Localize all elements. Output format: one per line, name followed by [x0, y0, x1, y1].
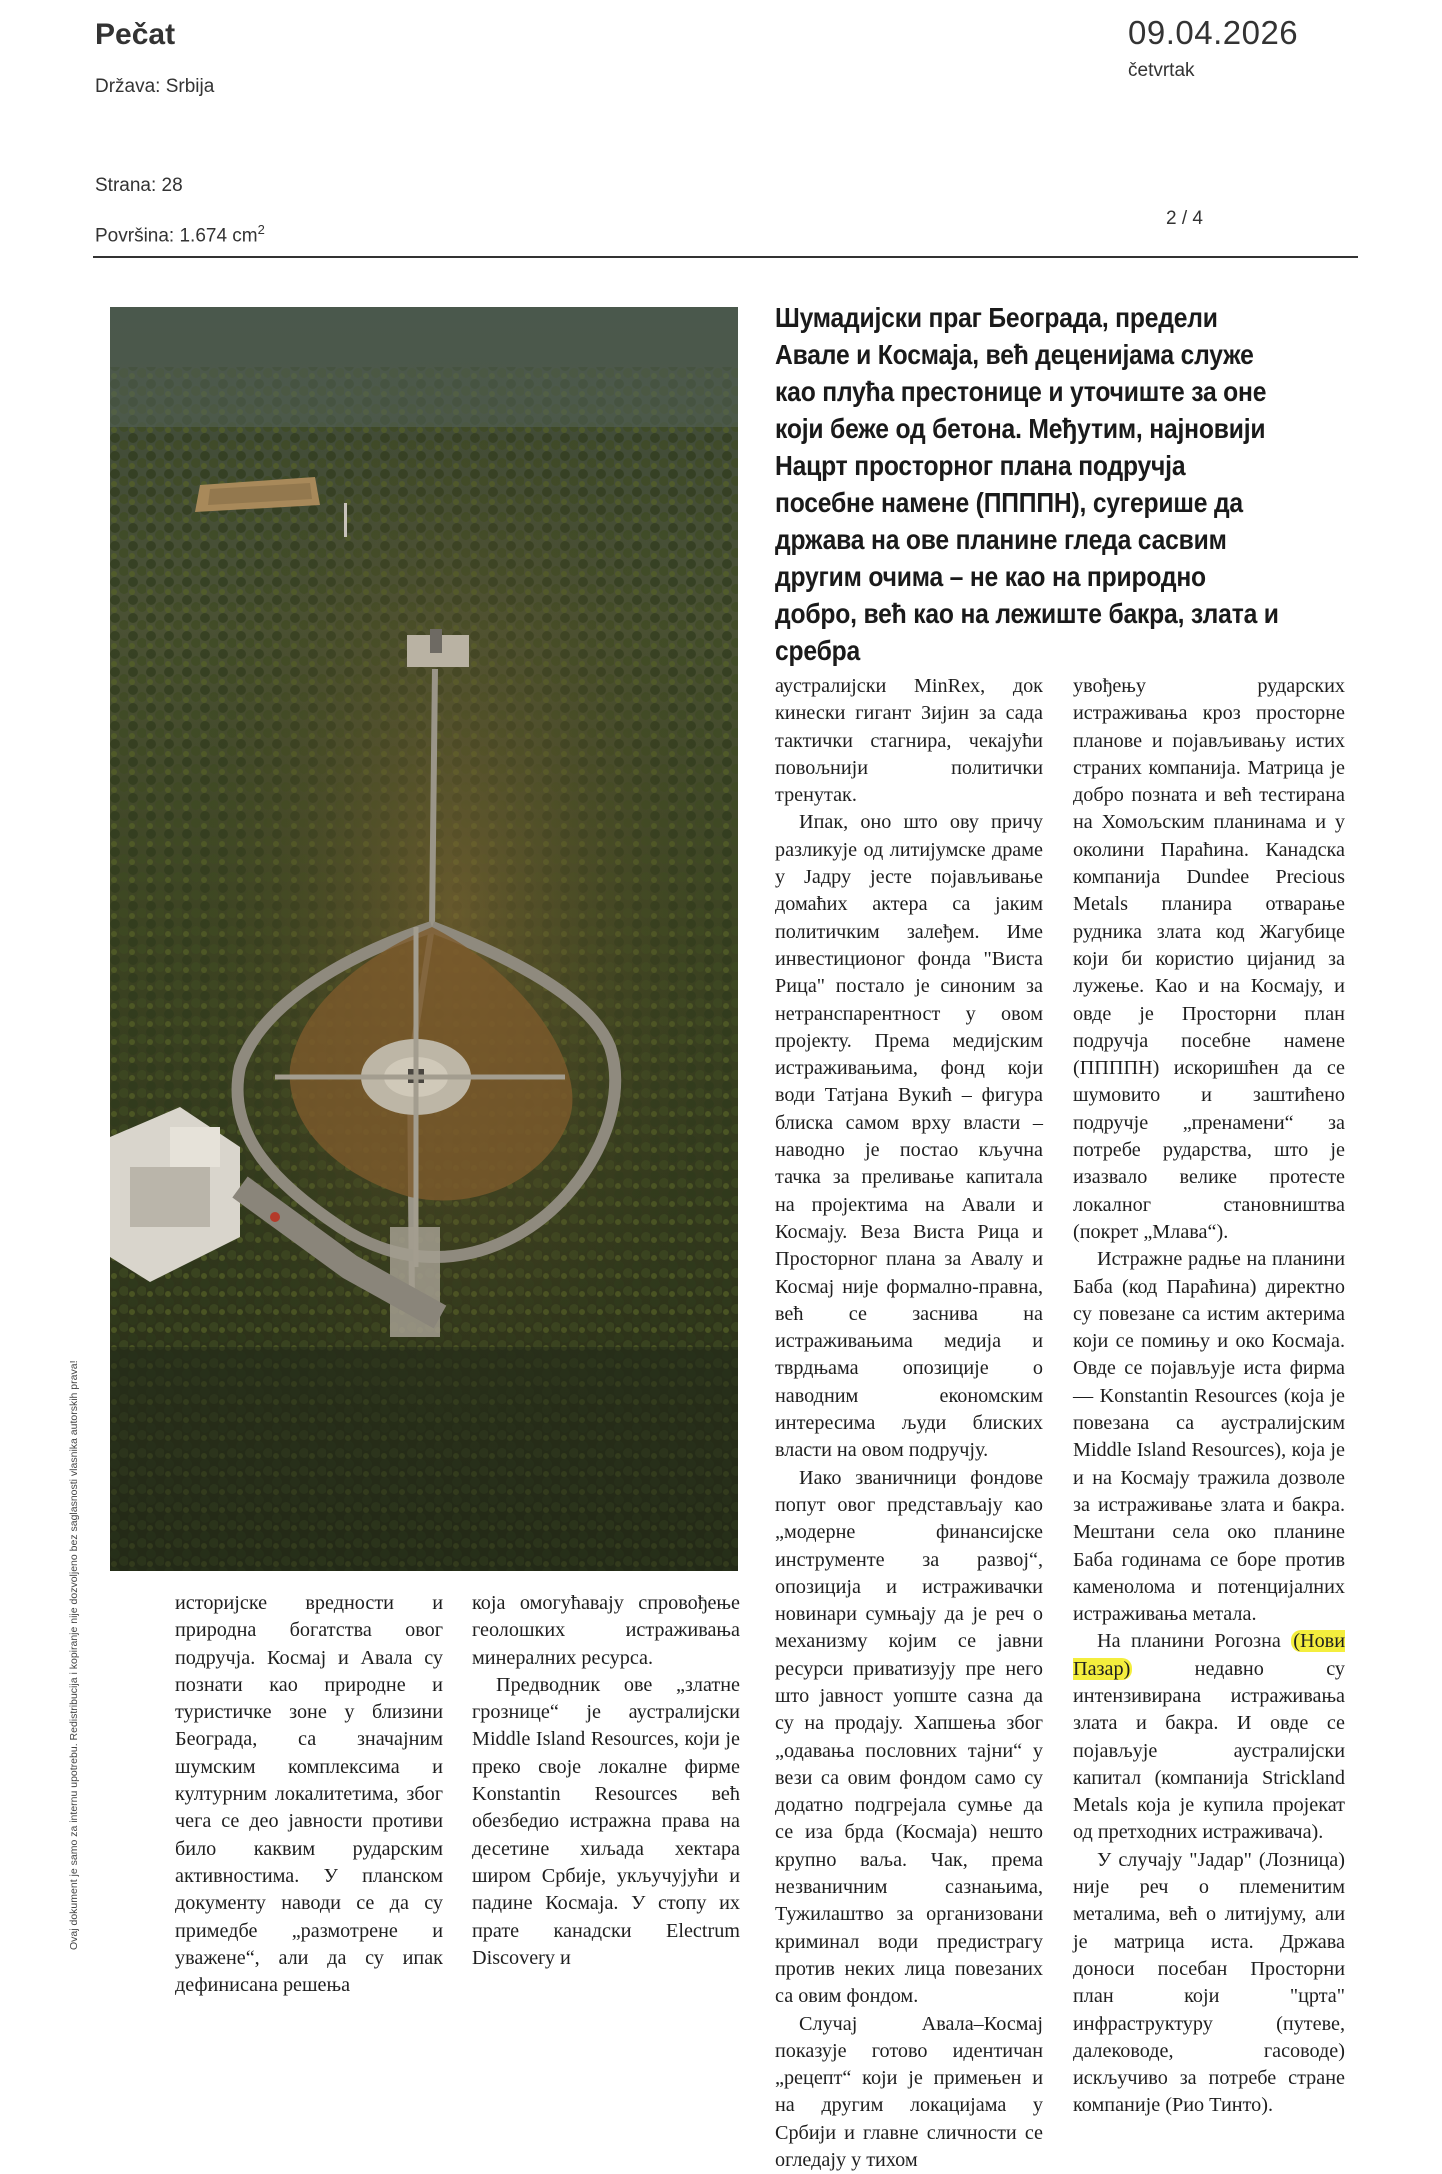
country-label: Država: Srbija	[95, 76, 215, 97]
highlighted-novi-pazar: (Нови Пазар)	[1073, 1630, 1345, 1680]
copyright-notice: Ovaj dokument je samo za internu upotrebu. Redistribucija i kopiranje nije dozvoljeno bez saglasnosti vlasnika autorskih prava!	[68, 1360, 80, 1950]
column-4-paragraph-4: У случају "Јадар" (Лозница) није реч о племенитим металима, већ о литијуму, али је матрица иста. Држава доноси посебан Просторни план који "црта" инфраструктуру (путеве, далеководе, гасоводе) искључиво за потребе стране компаније (Рио Тинто).	[1073, 1848, 1345, 2117]
article-column-4	[1073, 673, 1345, 2120]
column-3-paragraph-4: Случај Авала–Космај показује готово идентичан „рецепт“ који је примењен и на другим локацијама у Србији и главне сличности се огледају у тихом	[775, 2012, 1043, 2172]
issue-weekday: četvrtak	[1128, 60, 1195, 81]
header-left	[95, 18, 265, 247]
publication-name: Pečat	[95, 18, 176, 51]
column-4-paragraph-3	[1073, 1628, 1345, 1846]
column-1-paragraph: историјске вредности и природна богатства овог подручја. Космај и Авала су познати као природне и туристичке зоне у близини Београда, са значајним шумским комплексима и културним локалитетима, због чега се део јавности противи било каквим рударским активностима. У планском документу наводи се да су примедбе „размотрене и уважене“, али да су ипак дефинисана решења	[175, 1592, 443, 1997]
column-3-paragraph-3: Иако званичници фондове попут овог представљају као „модерне финансијске инструменте за развој“, опозиција и истраживачки новинари сумњају да је реч о механизму којим се јавни ресурси приватизују пре него што јавност уопште сазна да су на продају. Хапшења због „одавања пословних тајни“ у вези са овим фондом само су додатно подгрејала сумње да се иза брда (Космаја) нешто крупно ваља. Чак, према незваничним сазнањима, Тужилаштво за организовани криминал води предистрагу против неких лица повезаних са овим фондом.	[775, 1466, 1043, 2008]
article-column-1	[175, 1590, 443, 1999]
column-4-paragraph-1: увођењу рударских истраживања кроз просторне планове и појављивању истих страних компанија. Матрица је добро позната и већ тестирана на Хомољским планинама и у околини Параћина. Канадска компанија Dundee Precious Metals планира отварање рудника злата код Жагубице који би користио цијанид за лужење. Као и на Космају, и овде је Просторни план подручја посебне намене (ППППН) искоришћен да се шумовито и заштићено подручје „пренамени“ за потребе рударства, што је изазвало велике протесте локалног становништва (покрет „Млава“).	[1073, 675, 1345, 1243]
page-counter: 2 / 4	[1166, 208, 1203, 229]
column-2-paragraph-2: Предводник ове „златне грознице“ је аустралијски Middle Island Resources, који је преко своје локалне фирме Konstantin Resources већ обезбедио истражна права на десетине хиљада хектара широм Србије, укључујући и падине Космаја. У стопу их прате канадски Electrum Discovery и	[472, 1673, 740, 1969]
article-column-2	[472, 1590, 740, 1972]
lead-paragraph: Шумадијски праг Београда, предели Авале и Космаја, већ деценијама служе као плућа престонице и уточиште за оне који беже од бетона. Међутим, најновији Нацрт просторног плана подручја посебне намене (ППППН), сугерише да држава на ове планине гледа сасвим другим очима – не као на природно добро, већ као на лежиште бакра, злата и сребра	[775, 302, 1279, 666]
rogozna-text: На планини Рогозна	[1097, 1630, 1292, 1653]
rogozna-text-rest: недавно су интензивирана истраживања злата и бакра. И овде се појављује аустралијски капитал (компанија Strickland Metals која је купила пројекат од претходних истраживача).	[1073, 1657, 1345, 1844]
header-divider	[93, 256, 1358, 258]
area-unit-exponent: 2	[257, 222, 265, 237]
issue-date: 09.04.2026	[1128, 14, 1299, 51]
article-column-3	[775, 673, 1043, 2174]
column-4-paragraph-2: Истражне радње на планини Баба (код Параћина) директно су повезане са истим актерима који се помињу и око Космаја. Овде се појављује иста фирма — Konstantin Resources (која је повезана са аустралијским Middle Island Resources), која је и на Космају тражила дозволе за истраживање злата и бакра. Мештани села око планине Баба годинама се боре против каменолома и потенцијалних истраживања метала.	[1073, 1248, 1345, 1626]
area-value: Površina: 1.674 cm	[95, 225, 258, 247]
area-label	[95, 222, 265, 247]
aerial-photo-avala	[110, 307, 738, 1571]
page-label: Strana: 28	[95, 175, 183, 196]
date-block	[1128, 14, 1348, 82]
column-3-paragraph-1: аустралијски MinRex, док кинески гигант Зијин за сада тактички стагнира, чекајући повољнији политички тренутак.	[775, 675, 1043, 807]
column-3-paragraph-2: Ипак, оно што ову причу разликује од литијумске драме у Јадру јесте појављивање домаћих актера са јаким политичким залеђем. Име инвестиционог фонда "Виста Рица" постало је синоним за нетранспарентност у овом пројекту. Према медијским истраживањима, фонд који води Татјана Вукић – фигура блиска самом врху власти – наводно је постао кључна тачка за преливање капитала на пројектима на Авали и Космају. Веза Виста Рица и Просторног плана за Авалу и Космај није формално-правна, већ се заснива на истраживањима медија и тврдњама опозиције о наводним економским интересима људи блиских власти на овом подручју.	[775, 811, 1043, 1462]
column-2-paragraph-1: која омогућавају спровођење геолошких истраживања минералних ресурса.	[472, 1592, 740, 1669]
